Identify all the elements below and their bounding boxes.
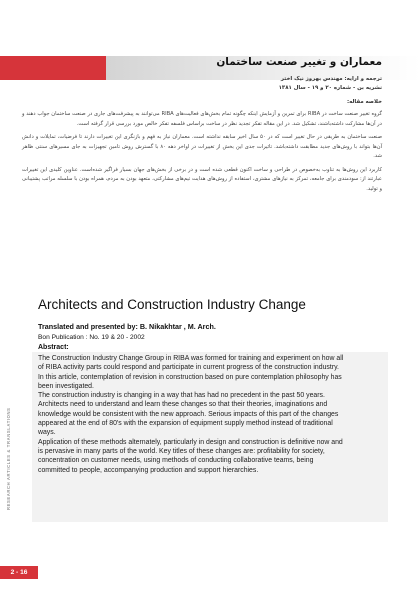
abstract-line: Application of these methods alternately, particularly in design and construction is definitive now and <box>38 438 343 446</box>
english-title: Architects and Construction Industry Change <box>38 297 306 312</box>
abstract-line: In this article, contemplation of revision in construction based on pure contemplation philosophy has <box>38 373 342 381</box>
persian-publication: نشریه بن - شماره ۲۰ و ۱۹ - سال ۱۳۸۱ <box>278 85 382 91</box>
abstract-line: appeared at the end of 80's with the expansion of equipment supply method instead of traditional <box>38 420 333 428</box>
abstract-line: The construction industry is changing in a way that has had no precedent in the past 50 years. <box>38 392 325 400</box>
abstract-line: The Construction Industry Change Group in RIBA was formed for training and experiment on how all <box>38 355 344 362</box>
persian-abstract <box>22 110 382 198</box>
abstract-line: knowledge would be consistent with the new approach. Serious impacts of this part of the changes <box>38 410 339 418</box>
abstract-line: committed to people, accompanying production and support hierarchies. <box>38 466 259 474</box>
abstract-line: of RIBA activity parts could respond and participate in current progress of the construction industry. <box>38 364 339 372</box>
page-number-badge: 2 - 16 <box>0 566 38 579</box>
persian-translator: ترجمه و ارایه: مهندس بهروز نیک اختر <box>280 76 382 82</box>
persian-summary-heading: خلاصه مقاله: <box>346 99 382 105</box>
persian-title: معماران و تغییر صنعت ساختمان <box>216 56 382 68</box>
abstract-line: ways. <box>38 429 56 437</box>
abstract-body <box>38 354 386 475</box>
section-side-label: RESEARCH ARTICLES & TRANSLATIONS <box>6 407 11 510</box>
persian-paragraph: گروه تغییر صنعت ساخت در RIBA برای تمرین و آزمایش اینکه چگونه تمام بخش‌های فعالیت‌های RIBA می‌توانند به پیشرفت‌های جاری در صنعت ساختمان جواب دهند و در آن‌ها مشارکت داشته‌باشند، تشکیل شد. در این مقاله تفکر تجدید نظر در ساخت براساس فلسفه تفکر خالص مورد بررسی قرار گرفته است. <box>22 111 383 127</box>
english-translator: Translated and presented by: B. Nikakhtar , M. Arch. <box>38 322 216 331</box>
abstract-line: concentration on customer needs, using methods of conducting collaborative teams, being <box>38 457 314 465</box>
persian-paragraph: کاربرد این روش‌ها به تناوب به‌خصوص در طراحی و ساخت اکنون قطعی شده است و در برخی از بخش‌های جهان بسیار فراگیر شده‌است. عناوین کلیدی این تغییرات عبارتند از: سودمندی برای جامعه، تمرکز به نیازهای مشتری، استفاده از روش‌های هدایت تیم‌های مشارکتی، متعهد بودن به مردم، همراه بودن با سلسله مراتب پشتیبانی و تولید. <box>22 166 382 192</box>
persian-paragraph: صنعت ساختمان به طریقی در حال تغییر است که در ۵۰ سال اخیر سابقه نداشته است. معماران نیاز به فهم و بازنگری این تغییرات دارند تا فرضیات، تمایلات و دانش آن‌ها بتواند با روش‌های جدید مطابقت داشته‌باشد. تاثیرات جدی این بخش از تغییرات در اواخر دهه ۸۰ با گسترش روش تامین تجهیزات به جای مسیرهای سنتی ظاهر شد. <box>22 134 383 159</box>
abstract-line: been investigated. <box>38 382 94 390</box>
abstract-heading: Abstract: <box>38 344 69 351</box>
english-publication: Bon Publication : No. 19 & 20 - 2002 <box>38 334 145 341</box>
abstract-line: Architects need to understand and learn these changes so that their theories, imaginations and <box>38 401 328 409</box>
abstract-line: is pervasive in many parts of the world. Key titles of these changes are: profitability for society, <box>38 447 325 455</box>
